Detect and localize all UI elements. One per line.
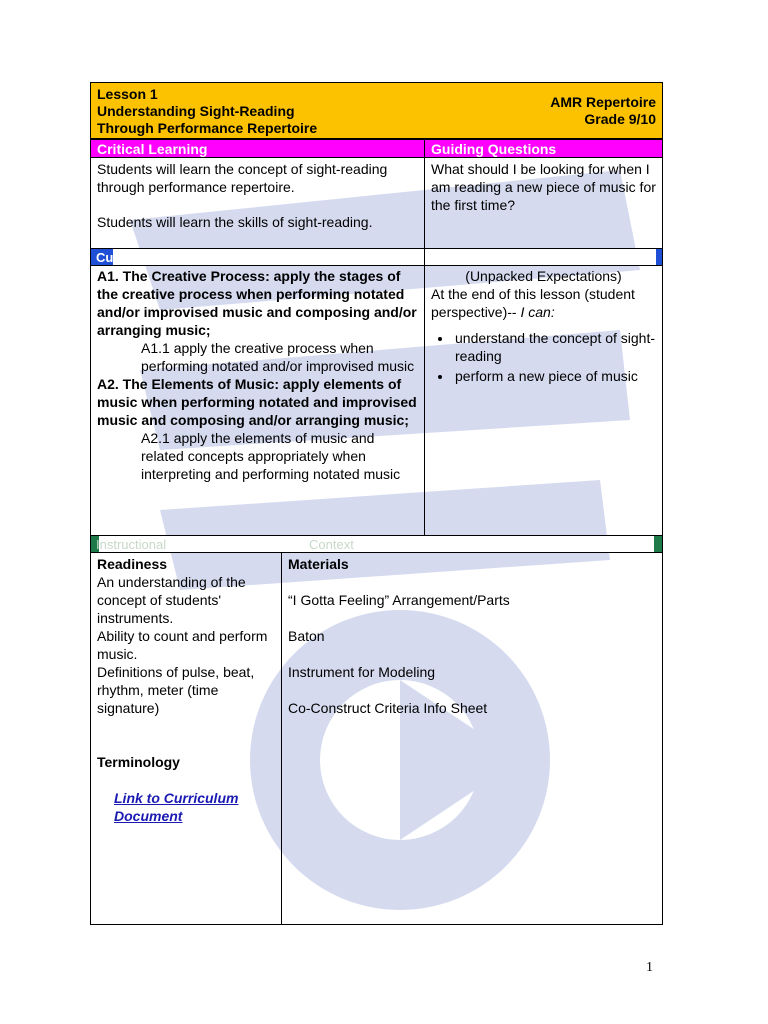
readiness-cell <box>90 552 282 925</box>
curriculum-link-line1[interactable]: Link to Curriculum <box>114 790 239 806</box>
lesson-number: Lesson 1 <box>97 86 158 102</box>
guiding-questions-cell <box>424 157 663 249</box>
materials-heading: Materials <box>288 556 349 572</box>
expectation-a2-1: A2.1 apply the elements of music and related concepts appropriately when interpreting and performing notated music <box>141 430 401 482</box>
lesson-header <box>90 82 663 139</box>
curriculum-document-link[interactable] <box>114 789 275 825</box>
curriculum-link-line2[interactable]: Document <box>114 808 183 824</box>
terminology-heading: Terminology <box>97 754 180 770</box>
lesson-title-line2: Through Performance Repertoire <box>97 120 318 136</box>
unpacked-intro: At the end of this lesson (student perspective)-- <box>431 286 635 320</box>
expectation-a1-1: A1.1 apply the creative process when performing notated and/or improvised music <box>141 340 415 374</box>
guiding-questions-header: Guiding Questions <box>424 139 663 158</box>
i-can-label: I can: <box>520 304 555 320</box>
materials-item: Co-Construct Criteria Info Sheet <box>288 700 488 716</box>
unpacked-title: (Unpacked Expectations) <box>465 268 622 284</box>
materials-item: Baton <box>288 628 325 644</box>
readiness-item: An understanding of the concept of students' instruments. <box>97 574 246 626</box>
guiding-question-text: What should I be looking for when I am reading a new piece of music for the first time? <box>431 161 656 213</box>
i-can-item: • understand the concept of sight-reading <box>453 329 656 365</box>
critical-learning-cell <box>90 157 425 249</box>
materials-item: Instrument for Modeling <box>288 664 436 680</box>
instructional-band <box>90 535 663 553</box>
lesson-title-line1: Understanding Sight-Reading <box>97 103 295 119</box>
curriculum-band-right <box>424 248 663 266</box>
readiness-item: Definitions of pulse, beat, rhythm, meter (time signature) <box>97 664 255 716</box>
expectation-a2: A2. The Elements of Music: apply elements of music when performing notated and improvised music and composing and/or arranging music; <box>97 376 417 428</box>
readiness-heading: Readiness <box>97 556 168 572</box>
unpacked-expectations-cell <box>424 265 663 536</box>
curriculum-band-label: Cu <box>96 250 114 265</box>
expectation-a1: A1. The Creative Process: apply the stages of the creative process when performing notated and/or improvised music and composing and/or arranging music; <box>97 268 417 338</box>
readiness-item: Ability to count and perform music. <box>97 628 268 662</box>
critical-learning-text-1: Students will learn the concept of sight-reading through performance repertoire. <box>97 161 388 195</box>
unpacked-intro-block <box>431 285 656 321</box>
page-number: 1 <box>646 960 653 975</box>
i-can-list <box>431 329 656 385</box>
materials-item: “I Gotta Feeling” Arrangement/Parts <box>288 592 510 608</box>
expectations-cell <box>90 265 425 536</box>
critical-learning-text-2: Students will learn the skills of sight-reading. <box>97 214 373 230</box>
critical-learning-header: Critical Learning <box>90 139 425 158</box>
grade-level: Grade 9/10 <box>584 111 656 127</box>
i-can-item: • perform a new piece of music <box>453 367 656 385</box>
materials-cell <box>281 552 663 925</box>
context-band-label: Context <box>309 537 354 552</box>
course-name: AMR Repertoire <box>550 94 656 110</box>
instructional-band-label: Instructional <box>96 537 167 552</box>
curriculum-band <box>90 248 425 266</box>
